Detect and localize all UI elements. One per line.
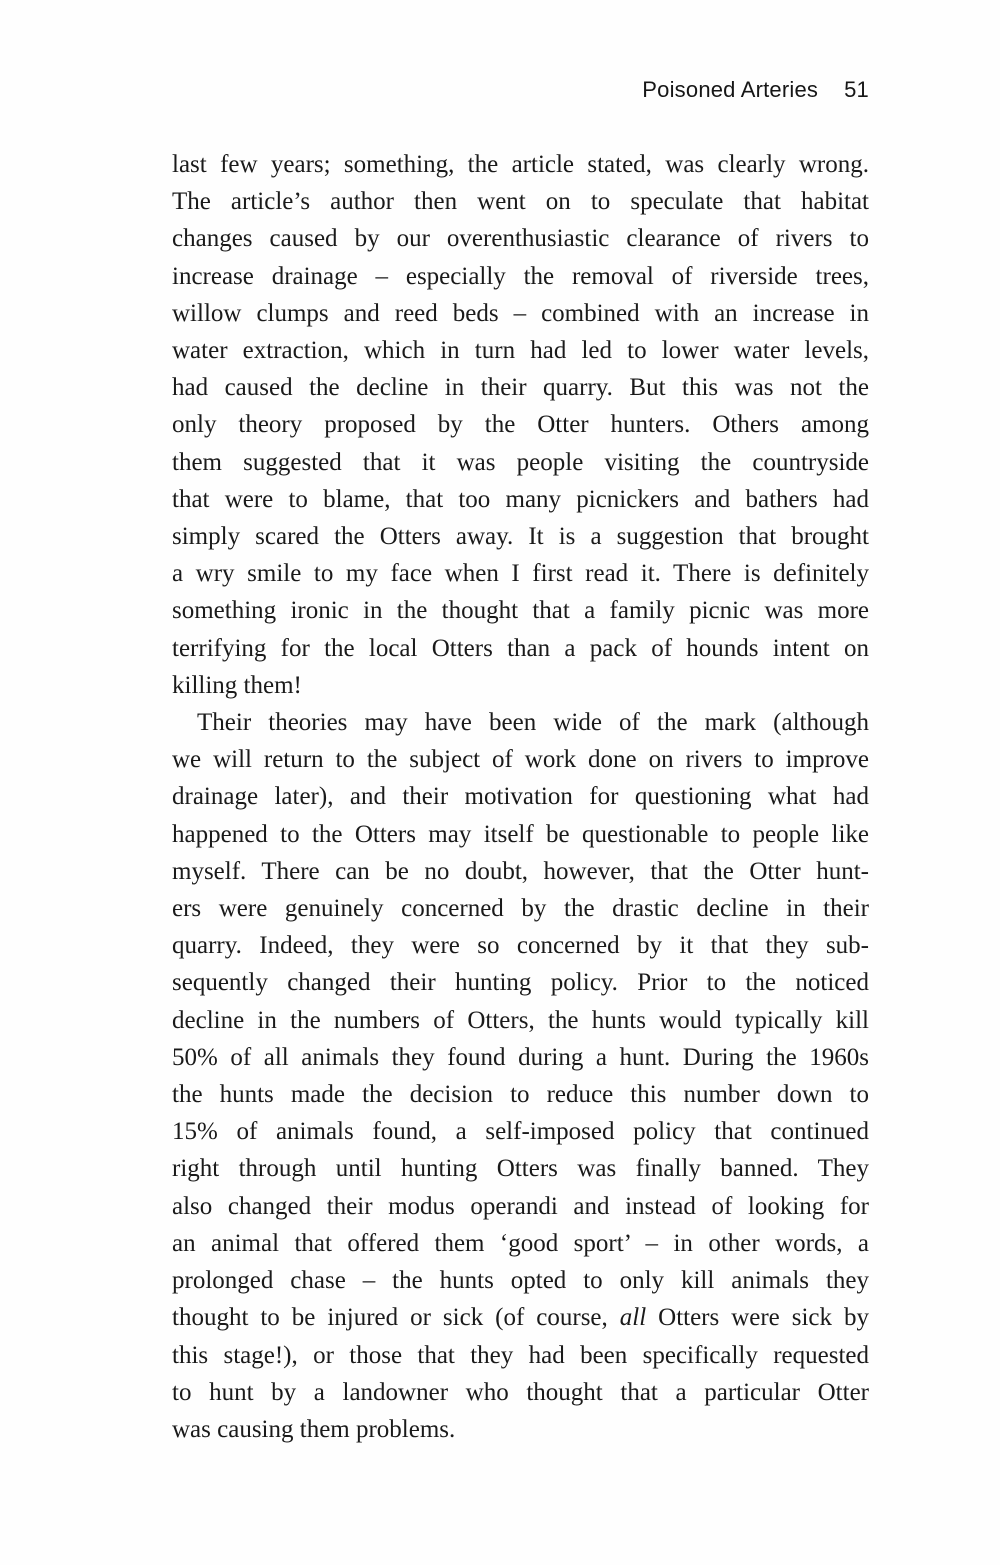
text-line: ers were genuinely concerned by the drastic decline in their xyxy=(172,895,869,923)
paragraph xyxy=(172,704,869,1448)
text-line: water extraction, which in turn had led to lower water levels, xyxy=(172,337,869,365)
text-line: a wry smile to my face when I first read it. There is definitely xyxy=(172,560,869,588)
text-line: prolonged chase – the hunts opted to only kill animals they xyxy=(172,1267,869,1295)
page-number: 51 xyxy=(844,77,869,102)
text-line: willow clumps and reed beds – combined with an increase in xyxy=(172,299,869,327)
paragraph xyxy=(172,146,869,704)
text-line: The article’s author then went on to speculate that habitat xyxy=(172,188,869,216)
text-line: something ironic in the thought that a family picnic was more xyxy=(172,597,869,625)
text-line: to hunt by a landowner who thought that a particular Otter xyxy=(172,1378,869,1406)
text-line: changes caused by our overenthusiastic clearance of rivers to xyxy=(172,225,869,253)
text-line: increase drainage – especially the removal of riverside trees, xyxy=(172,262,869,290)
text-line: also changed their modus operandi and instead of looking for xyxy=(172,1192,869,1220)
text-line: 15% of animals found, a self-imposed policy that continued xyxy=(172,1118,869,1146)
text-line: last few years; something, the article stated, was clearly wrong. xyxy=(172,151,869,178)
text-segment: thought to be injured or sick (of course, xyxy=(172,1304,620,1332)
text-line: myself. There can be no doubt, however, that the Otter hunt- xyxy=(172,857,869,885)
text-line: decline in the numbers of Otters, the hunts would typically kill xyxy=(172,1006,869,1034)
text-line: quarry. Indeed, they were so concerned by it that they sub- xyxy=(172,932,869,960)
text-line: happened to the Otters may itself be questionable to people like xyxy=(172,820,869,848)
text-line: drainage later), and their motivation for questioning what had xyxy=(172,783,869,811)
text-line: terrifying for the local Otters than a pack of hounds intent on xyxy=(172,634,869,662)
text-line: simply scared the Otters away. It is a suggestion that brought xyxy=(172,523,869,551)
text-line: them suggested that it was people visiting the countryside xyxy=(172,448,869,476)
text-line: that were to blame, that too many picnickers and bathers had xyxy=(172,485,869,513)
text-line: was causing them problems. xyxy=(172,1415,456,1443)
text-line: 50% of all animals they found during a hunt. During the 1960s xyxy=(172,1043,869,1071)
text-line: right through until hunting Otters was finally banned. They xyxy=(172,1155,869,1183)
text-line: Their theories may have been wide of the mark (although xyxy=(197,709,869,737)
text-line: had caused the decline in their quarry. But this was not the xyxy=(172,374,869,402)
text-line: the hunts made the decision to reduce this number down to xyxy=(172,1081,869,1109)
text-segment: Otters were sick by xyxy=(646,1304,869,1332)
text-line xyxy=(172,1299,869,1336)
text-line: this stage!), or those that they had been specifically requested xyxy=(172,1341,869,1369)
text-block xyxy=(172,146,869,1448)
running-head xyxy=(172,78,869,102)
text-line: we will return to the subject of work done on rivers to improve xyxy=(172,746,869,774)
text-line: only theory proposed by the Otter hunters. Others among xyxy=(172,411,869,439)
italic-text: all xyxy=(619,1304,647,1332)
running-title: Poisoned Arteries xyxy=(642,77,819,102)
text-line: killing them! xyxy=(172,671,302,699)
text-line: an animal that offered them ‘good sport’ – in other words, a xyxy=(172,1229,869,1257)
text-line: sequently changed their hunting policy. Prior to the noticed xyxy=(172,969,869,997)
